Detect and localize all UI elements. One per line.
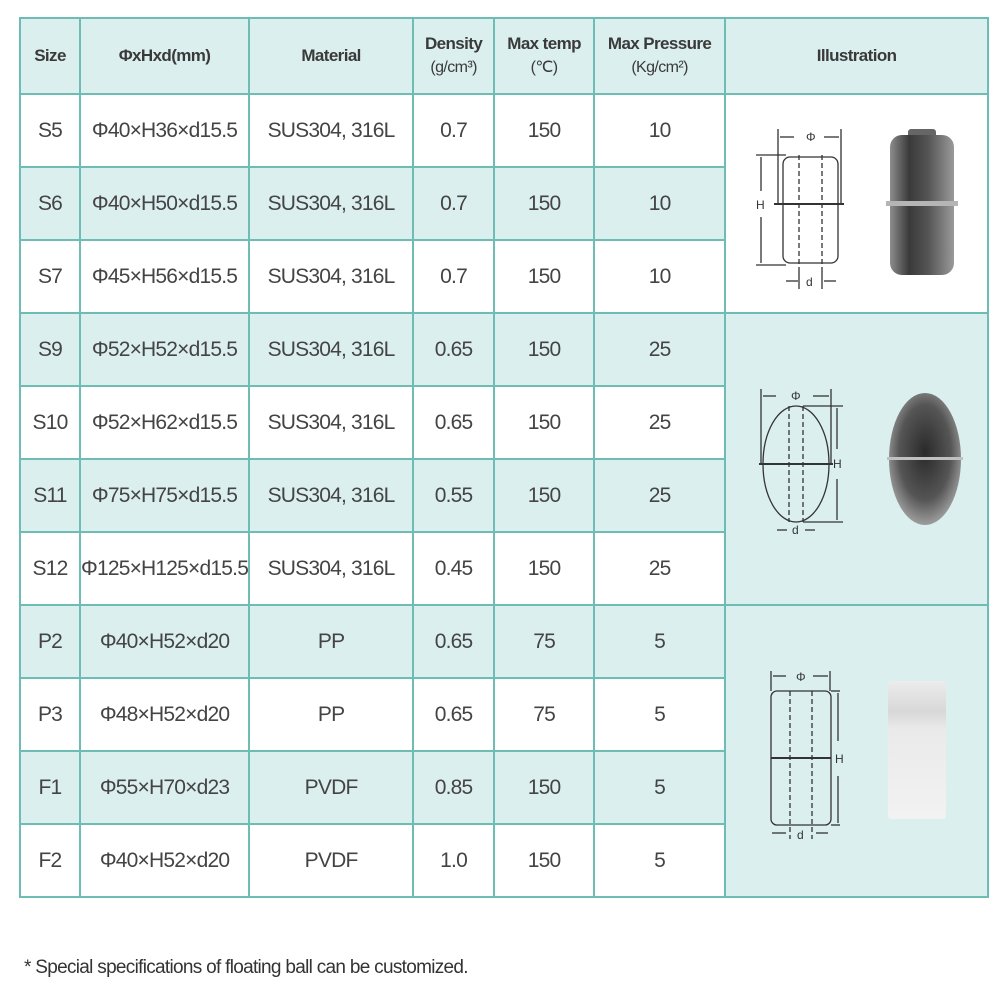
cell-max-pressure: 10 <box>594 94 725 167</box>
cell-density: 0.65 <box>413 678 494 751</box>
cell-max-temp: 150 <box>494 386 594 459</box>
cell-max-temp: 150 <box>494 532 594 605</box>
cell-material: SUS304, 316L <box>249 167 413 240</box>
cylinder-dimension-diagram-icon <box>756 119 846 289</box>
cell-density: 1.0 <box>413 824 494 897</box>
cell-density: 0.55 <box>413 459 494 532</box>
cell-dimensions: Φ40×H36×d15.5 <box>80 94 249 167</box>
header-max-pressure <box>594 18 725 94</box>
float-spec-table <box>19 17 989 898</box>
cell-dimensions: Φ52×H62×d15.5 <box>80 386 249 459</box>
cell-size: P2 <box>20 605 80 678</box>
table-row <box>20 94 988 167</box>
cell-dimensions: Φ48×H52×d20 <box>80 678 249 751</box>
density-unit: (g/cm³) <box>430 59 477 76</box>
max-pressure-label: Max Pressure <box>607 34 712 53</box>
cell-max-pressure: 10 <box>594 167 725 240</box>
illustration-oval-stainless <box>725 313 988 605</box>
cell-dimensions: Φ75×H75×d15.5 <box>80 459 249 532</box>
cell-density: 0.65 <box>413 313 494 386</box>
header-size: Size <box>20 18 80 94</box>
header-row <box>20 18 988 94</box>
oval-dimension-diagram-icon <box>751 384 847 534</box>
header-max-temp <box>494 18 594 94</box>
svg-text:H: H <box>832 457 841 471</box>
cell-max-pressure: 5 <box>594 605 725 678</box>
cell-max-pressure: 25 <box>594 459 725 532</box>
cell-material: SUS304, 316L <box>249 459 413 532</box>
footnote: * Special specifications of floating ball can be customized. <box>24 957 468 978</box>
header-illustration: Illustration <box>725 18 988 94</box>
cell-material: SUS304, 316L <box>249 94 413 167</box>
cell-material: SUS304, 316L <box>249 313 413 386</box>
header-material: Material <box>249 18 413 94</box>
cell-max-temp: 75 <box>494 678 594 751</box>
cell-size: S6 <box>20 167 80 240</box>
table-row <box>20 313 988 386</box>
cell-max-pressure: 10 <box>594 240 725 313</box>
cell-material: PVDF <box>249 824 413 897</box>
cell-max-temp: 150 <box>494 94 594 167</box>
cell-material: PP <box>249 605 413 678</box>
cell-max-temp: 75 <box>494 605 594 678</box>
cell-dimensions: Φ52×H52×d15.5 <box>80 313 249 386</box>
cell-dimensions: Φ40×H52×d20 <box>80 605 249 678</box>
svg-text:Φ: Φ <box>790 389 800 403</box>
cell-density: 0.7 <box>413 167 494 240</box>
cell-material: SUS304, 316L <box>249 532 413 605</box>
cell-dimensions: Φ40×H50×d15.5 <box>80 167 249 240</box>
header-dimensions: ΦxHxd(mm) <box>80 18 249 94</box>
pp-cylinder-float-image <box>888 681 946 821</box>
illustration-cylinder-plastic <box>725 605 988 897</box>
cell-density: 0.65 <box>413 605 494 678</box>
stainless-cylinder-float-image <box>886 129 958 279</box>
cell-size: P3 <box>20 678 80 751</box>
cell-max-temp: 150 <box>494 167 594 240</box>
cell-size: S9 <box>20 313 80 386</box>
cell-max-temp: 150 <box>494 751 594 824</box>
illustration-cylinder-stainless <box>725 94 988 313</box>
cell-size: S7 <box>20 240 80 313</box>
cell-max-temp: 150 <box>494 240 594 313</box>
max-temp-unit: (℃) <box>530 59 558 76</box>
cell-max-pressure: 25 <box>594 532 725 605</box>
cell-max-pressure: 5 <box>594 824 725 897</box>
density-label: Density <box>424 34 483 53</box>
cell-material: SUS304, 316L <box>249 386 413 459</box>
cell-dimensions: Φ45×H56×d15.5 <box>80 240 249 313</box>
cell-material: SUS304, 316L <box>249 240 413 313</box>
cell-size: S10 <box>20 386 80 459</box>
svg-text:d: d <box>805 274 812 289</box>
cell-material: PP <box>249 678 413 751</box>
cell-dimensions: Φ55×H70×d23 <box>80 751 249 824</box>
svg-text:H: H <box>755 197 764 212</box>
max-temp-label: Max temp <box>507 34 581 53</box>
cell-density: 0.65 <box>413 386 494 459</box>
cell-max-pressure: 25 <box>594 313 725 386</box>
cell-density: 0.85 <box>413 751 494 824</box>
max-pressure-unit: (Kg/cm²) <box>631 59 688 76</box>
cell-dimensions: Φ125×H125×d15.5 <box>80 532 249 605</box>
cell-max-temp: 150 <box>494 824 594 897</box>
cell-material: PVDF <box>249 751 413 824</box>
cell-density: 0.45 <box>413 532 494 605</box>
cell-size: S11 <box>20 459 80 532</box>
cell-max-temp: 150 <box>494 459 594 532</box>
cell-size: F2 <box>20 824 80 897</box>
svg-text:d: d <box>796 828 803 841</box>
svg-text:Φ: Φ <box>795 670 805 684</box>
header-density <box>413 18 494 94</box>
cell-size: F1 <box>20 751 80 824</box>
cell-max-temp: 150 <box>494 313 594 386</box>
cell-max-pressure: 25 <box>594 386 725 459</box>
stainless-oval-float-image <box>887 389 963 529</box>
svg-text:Φ: Φ <box>805 129 815 144</box>
plastic-cylinder-dimension-diagram-icon <box>768 661 848 841</box>
svg-text:d: d <box>791 523 798 534</box>
cell-max-pressure: 5 <box>594 751 725 824</box>
cell-density: 0.7 <box>413 240 494 313</box>
cell-size: S12 <box>20 532 80 605</box>
cell-size: S5 <box>20 94 80 167</box>
cell-density: 0.7 <box>413 94 494 167</box>
cell-dimensions: Φ40×H52×d20 <box>80 824 249 897</box>
svg-text:H: H <box>834 752 843 766</box>
table-row <box>20 605 988 678</box>
cell-max-pressure: 5 <box>594 678 725 751</box>
